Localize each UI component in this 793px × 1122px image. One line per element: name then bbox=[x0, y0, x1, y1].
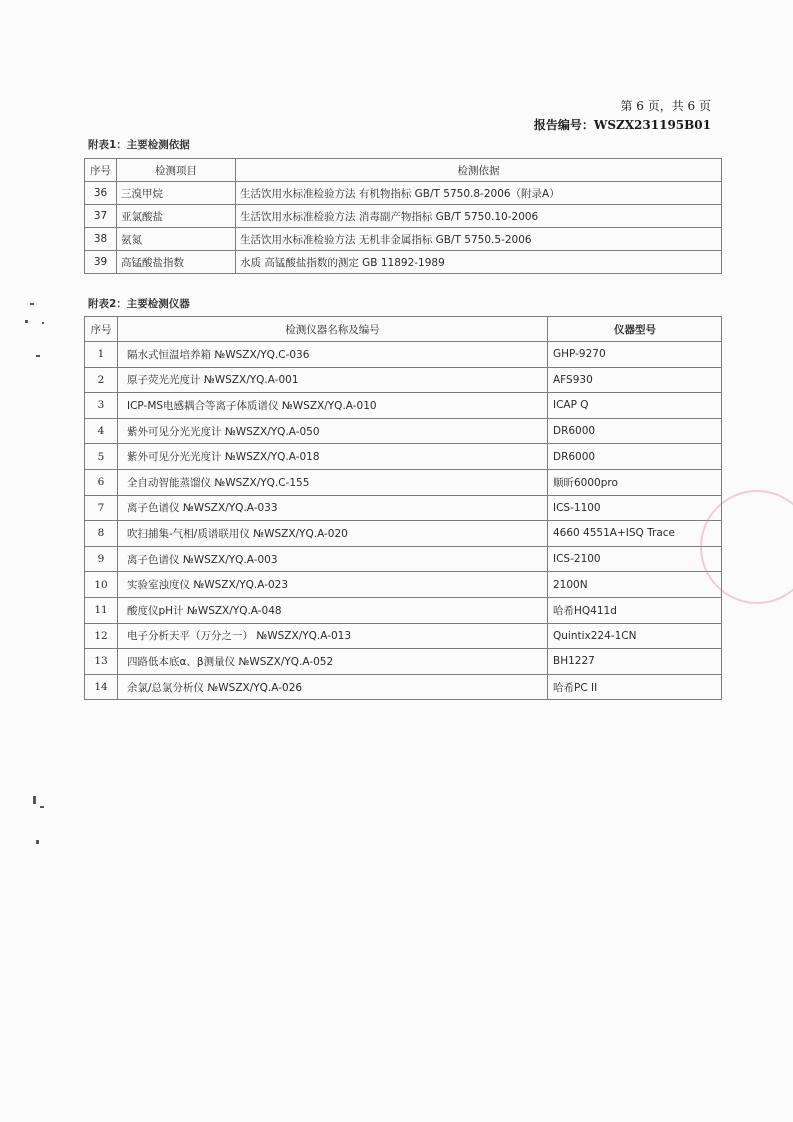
cell-name: 四路低本底α、β测量仪 №WSZX/YQ.A-052 bbox=[118, 649, 548, 675]
cell-model: DR6000 bbox=[548, 444, 722, 470]
table1-title: 附表1：主要检测依据 bbox=[88, 139, 190, 151]
table-row bbox=[85, 418, 722, 444]
cell-name: 紫外可见分光光度计 №WSZX/YQ.A-018 bbox=[118, 444, 548, 470]
cell-model: DR6000 bbox=[548, 418, 722, 444]
cell-name: 余氯/总氯分析仪 №WSZX/YQ.A-026 bbox=[118, 674, 548, 700]
cell-no: 5 bbox=[85, 444, 118, 470]
cell-no: 3 bbox=[85, 393, 118, 419]
cell-model: Quintix224-1CN bbox=[548, 623, 722, 649]
cell-no: 9 bbox=[85, 546, 118, 572]
cell-name: 电子分析天平（万分之一） №WSZX/YQ.A-013 bbox=[118, 623, 548, 649]
table2-title: 附表2：主要检测仪器 bbox=[88, 298, 190, 310]
cell-name: 离子色谱仪 №WSZX/YQ.A-033 bbox=[118, 495, 548, 521]
table-row bbox=[85, 182, 722, 205]
cell-model: ICAP Q bbox=[548, 393, 722, 419]
cell-no: 12 bbox=[85, 623, 118, 649]
scan-mark bbox=[25, 320, 28, 323]
table-row bbox=[85, 674, 722, 700]
cell-no: 13 bbox=[85, 649, 118, 675]
scan-mark bbox=[30, 303, 34, 305]
table-row bbox=[85, 444, 722, 470]
header-item: 检测项目 bbox=[117, 159, 236, 182]
cell-name: 隔水式恒温培养箱 №WSZX/YQ.C-036 bbox=[118, 342, 548, 368]
table-row bbox=[85, 342, 722, 368]
cell-no: 1 bbox=[85, 342, 118, 368]
instrument-table bbox=[84, 316, 722, 700]
header-no: 序号 bbox=[85, 159, 117, 182]
cell-item: 亚氯酸盐 bbox=[117, 205, 236, 228]
table-row bbox=[85, 228, 722, 251]
table-header-row bbox=[85, 159, 722, 182]
cell-name: 离子色谱仪 №WSZX/YQ.A-003 bbox=[118, 546, 548, 572]
header-no: 序号 bbox=[85, 317, 118, 342]
header-model: 仪器型号 bbox=[548, 317, 722, 342]
cell-no: 36 bbox=[85, 182, 117, 205]
cell-item: 高锰酸盐指数 bbox=[117, 251, 236, 274]
page-header bbox=[534, 97, 711, 135]
cell-model: GHP-9270 bbox=[548, 342, 722, 368]
cell-basis: 生活饮用水标准检验方法 消毒副产物指标 GB/T 5750.10-2006 bbox=[236, 205, 722, 228]
cell-model: 2100N bbox=[548, 572, 722, 598]
cell-name: 实验室浊度仪 №WSZX/YQ.A-023 bbox=[118, 572, 548, 598]
cell-no: 10 bbox=[85, 572, 118, 598]
report-number: 报告编号：WSZX231195B01 bbox=[533, 118, 711, 132]
table-header-row bbox=[85, 317, 722, 342]
cell-name: 紫外可见分光光度计 №WSZX/YQ.A-050 bbox=[118, 418, 548, 444]
cell-model: 4660 4551A+ISQ Trace bbox=[548, 521, 722, 547]
header-name: 检测仪器名称及编号 bbox=[118, 317, 548, 342]
cell-name: 酸度仪pH计 №WSZX/YQ.A-048 bbox=[118, 597, 548, 623]
table-row bbox=[85, 597, 722, 623]
header-basis: 检测依据 bbox=[236, 159, 722, 182]
cell-no: 11 bbox=[85, 597, 118, 623]
table-row bbox=[85, 649, 722, 675]
cell-basis: 生活饮用水标准检验方法 有机物指标 GB/T 5750.8-2006（附录A） bbox=[236, 182, 722, 205]
table-row bbox=[85, 521, 722, 547]
cell-basis: 生活饮用水标准检验方法 无机非金属指标 GB/T 5750.5-2006 bbox=[236, 228, 722, 251]
cell-no: 7 bbox=[85, 495, 118, 521]
table-row bbox=[85, 205, 722, 228]
cell-model: AFS930 bbox=[548, 367, 722, 393]
cell-item: 氨氮 bbox=[117, 228, 236, 251]
cell-no: 37 bbox=[85, 205, 117, 228]
scan-mark bbox=[36, 840, 39, 844]
table-row bbox=[85, 572, 722, 598]
detection-basis-table bbox=[84, 158, 722, 274]
cell-model: ICS-2100 bbox=[548, 546, 722, 572]
table-row bbox=[85, 623, 722, 649]
cell-model: 哈希HQ411d bbox=[548, 597, 722, 623]
page-number: 第 6 页，共 6 页 bbox=[620, 99, 711, 113]
cell-no: 39 bbox=[85, 251, 117, 274]
scan-mark bbox=[40, 806, 44, 808]
cell-model: 哈希PC II bbox=[548, 674, 722, 700]
scan-mark bbox=[33, 796, 36, 804]
cell-no: 6 bbox=[85, 469, 118, 495]
cell-no: 14 bbox=[85, 674, 118, 700]
cell-name: 原子荧光光度计 №WSZX/YQ.A-001 bbox=[118, 367, 548, 393]
table-row bbox=[85, 469, 722, 495]
cell-no: 4 bbox=[85, 418, 118, 444]
table-row bbox=[85, 367, 722, 393]
cell-model: ICS-1100 bbox=[548, 495, 722, 521]
cell-model: 顺昕6000pro bbox=[548, 469, 722, 495]
table-row bbox=[85, 251, 722, 274]
cell-name: 全自动智能蒸馏仪 №WSZX/YQ.C-155 bbox=[118, 469, 548, 495]
scan-mark bbox=[42, 322, 44, 324]
cell-name: 吹扫捕集-气相/质谱联用仪 №WSZX/YQ.A-020 bbox=[118, 521, 548, 547]
cell-no: 2 bbox=[85, 367, 118, 393]
cell-no: 8 bbox=[85, 521, 118, 547]
table-row bbox=[85, 495, 722, 521]
cell-model: BH1227 bbox=[548, 649, 722, 675]
cell-name: ICP-MS电感耦合等离子体质谱仪 №WSZX/YQ.A-010 bbox=[118, 393, 548, 419]
scan-mark bbox=[36, 355, 40, 357]
cell-no: 38 bbox=[85, 228, 117, 251]
table-row bbox=[85, 546, 722, 572]
cell-basis: 水质 高锰酸盐指数的测定 GB 11892-1989 bbox=[236, 251, 722, 274]
table-row bbox=[85, 393, 722, 419]
cell-item: 三溴甲烷 bbox=[117, 182, 236, 205]
